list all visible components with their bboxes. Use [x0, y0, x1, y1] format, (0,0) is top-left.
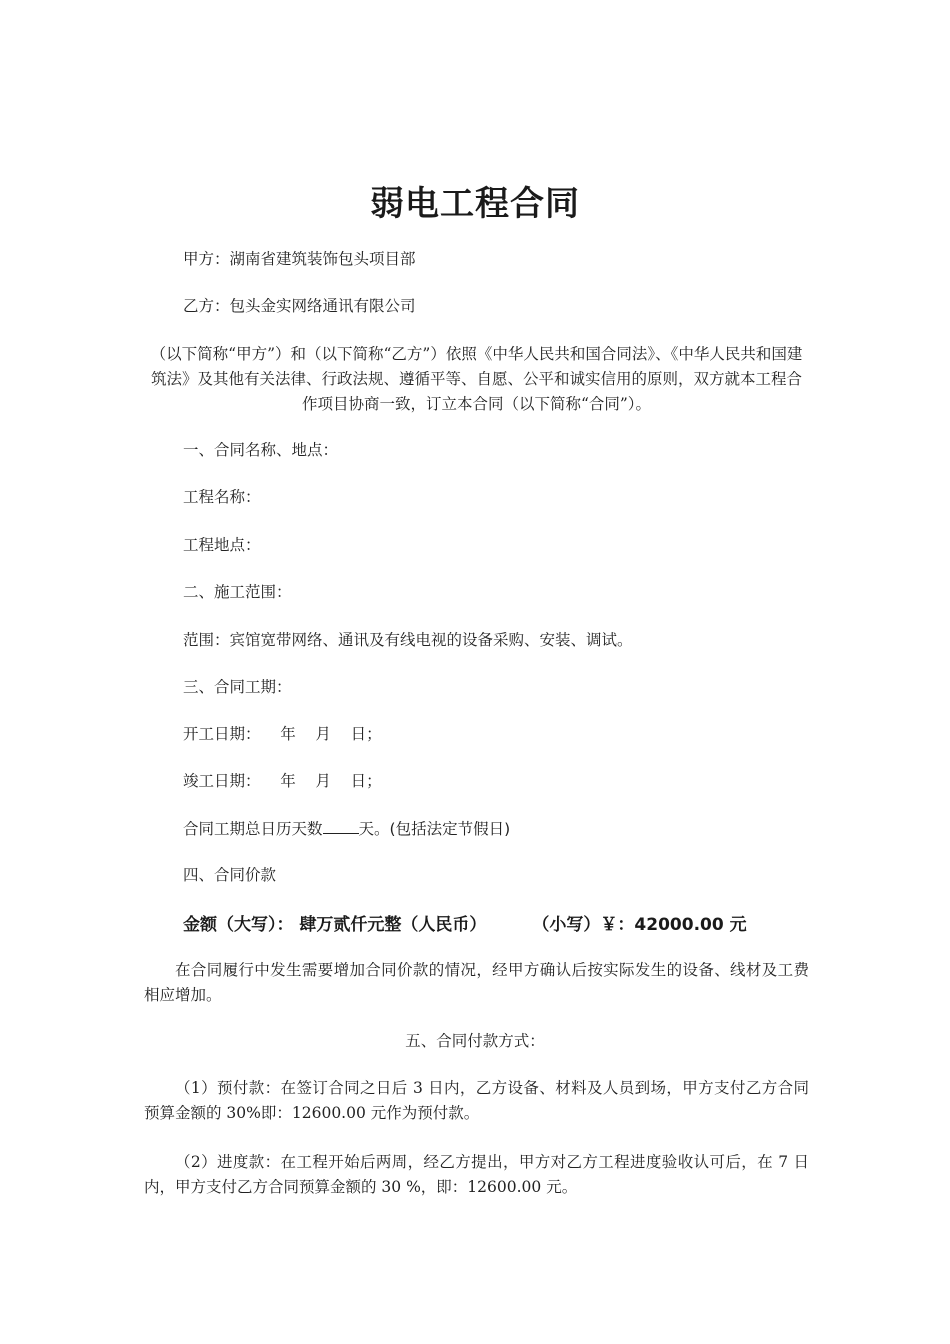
completion-date: 竣工日期： 年 月 日； [183, 772, 382, 790]
section-1-heading: 一、合同名称、地点： [183, 441, 339, 459]
scope-text: 范围：宾馆宽带网络、通讯及有线电视的设备采购、安装、调试。 [183, 631, 633, 649]
section-3-heading: 三、合同工期： [183, 678, 292, 696]
total-days-suffix: 天。(包括法定节假日) [358, 820, 511, 838]
section-5-heading: 五、合同付款方式： [405, 1032, 545, 1050]
amount-words: 金额（大写）： 肆万贰仟元整（人民币） [183, 915, 487, 935]
amount-figures: （小写）￥：42000.00 元 [532, 915, 747, 935]
total-days-blank [323, 819, 359, 834]
start-date: 开工日期： 年 月 日； [183, 725, 382, 743]
price-adjustment-paragraph: 在合同履行中发生需要增加合同价款的情况，经甲方确认后按实际发生的设备、线材及工费相应增加。 [144, 961, 809, 1004]
party-b: 乙方：包头金实网络通讯有限公司 [183, 297, 416, 315]
section-4-heading: 四、合同价款 [183, 866, 277, 884]
project-name-label: 工程名称： [183, 488, 261, 506]
document-title: 弱电工程合同 [370, 184, 580, 224]
payment-clause-2: （2）进度款：在工程开始后两周，经乙方提出，甲方对乙方工程进度验收认可后，在 7 日内，甲方支付乙方合同预算金额的 30 %，即：12600.00 元。 [144, 1153, 809, 1196]
party-a: 甲方：湖南省建筑装饰包头项目部 [183, 250, 416, 268]
preamble-paragraph: （以下简称“甲方”）和（以下简称“乙方”）依照《中华人民共和国合同法》、《中华人民共和国建筑法》及其他有关法律、行政法规、遵循平等、自愿、公平和诚实信用的原则，双方就本工程合作项目协商一致，订立本合同（以下简称“合同”）。 [150, 345, 803, 413]
payment-clause-1: （1）预付款：在签订合同之日后 3 日内，乙方设备、材料及人员到场，甲方支付乙方合同预算金额的 30%即：12600.00 元作为预付款。 [144, 1079, 809, 1122]
project-location-label: 工程地点： [183, 536, 261, 554]
contract-amount [183, 910, 747, 935]
total-days-prefix: 合同工期总日历天数 [183, 820, 323, 838]
section-2-heading: 二、施工范围： [183, 583, 292, 601]
total-days-line [183, 819, 510, 839]
